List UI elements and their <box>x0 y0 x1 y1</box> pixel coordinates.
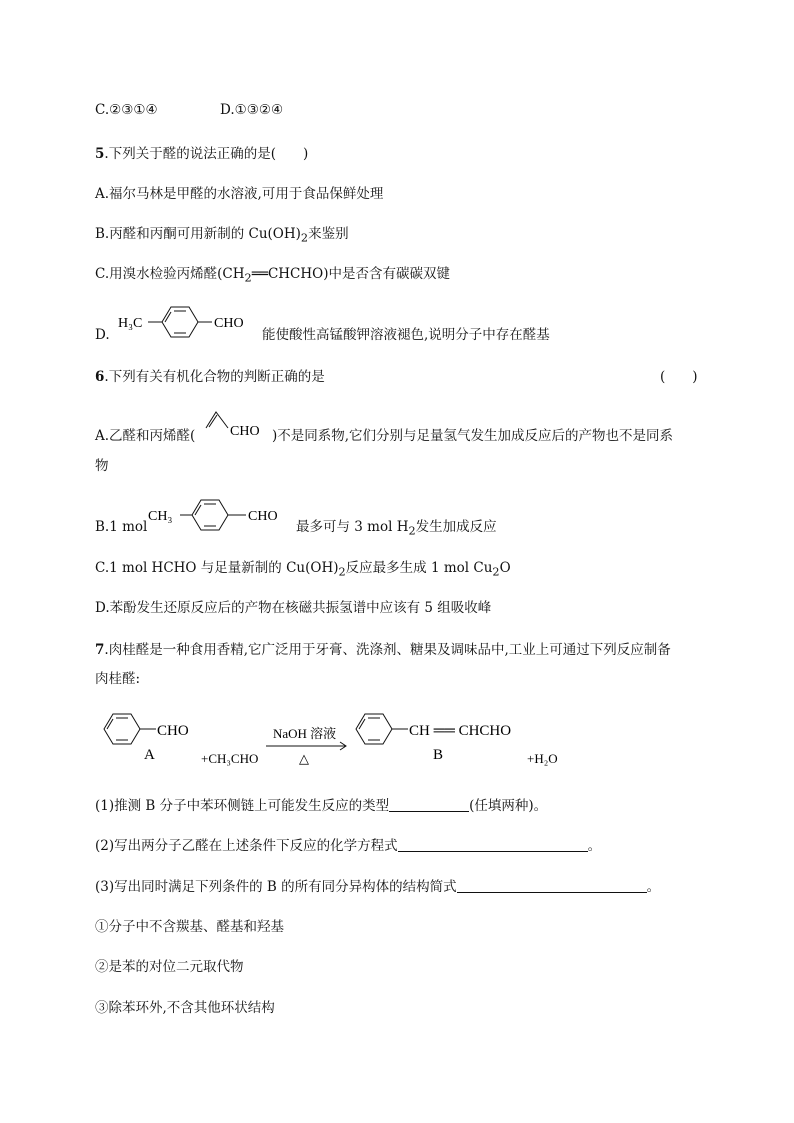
q7-condition-3: ③除苯环外,不含其他环状结构 <box>95 1000 275 1016</box>
q5d-right-group: CHO <box>214 316 244 331</box>
q7-condition-1: ①分子中不含羰基、醛基和羟基 <box>95 919 284 935</box>
q7-condition-2: ②是苯的对位二元取代物 <box>95 959 244 975</box>
q7-stem-cont: 肉桂醛: <box>95 671 141 687</box>
q5-option-d-text: 能使酸性高锰酸钾溶液褪色,说明分子中存在醛基 <box>262 327 550 343</box>
q7-part2 <box>95 837 601 855</box>
structure-q6b <box>148 493 294 541</box>
q5b-text-post: 来鉴别 <box>308 226 349 242</box>
q5-stem <box>95 145 308 163</box>
q7-number: 7 <box>95 642 105 658</box>
q5b-sub: 2 <box>300 231 309 245</box>
q6b-text-post: 发生加成反应 <box>415 519 497 535</box>
q6-option-c <box>95 559 511 582</box>
q6-number: 6 <box>95 369 105 385</box>
q5-stem-text: .下列关于醛的说法正确的是( ) <box>104 146 309 162</box>
reaction-b-group: CH ══ CHCHO <box>409 723 512 739</box>
q5b-text: B.丙醛和丙酮可用新制的 Cu(OH) <box>95 226 301 242</box>
q6-option-a-post: )不是同系物,它们分别与足量氢气发生加成反应后的产物也不是同系 <box>272 428 674 444</box>
q7-2-answer-blank[interactable] <box>398 837 588 852</box>
reaction-reagent: +CH₃CHO <box>201 751 259 766</box>
q5c-text: C.用溴水检验丙烯醛(CH <box>95 266 245 282</box>
q7-3-text: (3)写出同时满足下列条件的 B 的所有同分异构体的结构简式 <box>95 879 457 895</box>
q5-option-d-label: D. <box>95 327 110 343</box>
q5c-text-post: ══CHCHO)中是否含有碳碳双键 <box>251 266 450 282</box>
q5-number: 5 <box>95 146 105 162</box>
q7-1-text-post: (任填两种)。 <box>469 798 548 814</box>
q7-part1 <box>95 797 547 815</box>
q6b-left-group: CH₃ <box>148 509 173 524</box>
reaction-condition-top: NaOH 溶液 <box>273 726 337 741</box>
q5d-left-group: H₃C <box>118 316 143 331</box>
q6-stem-text: .下列有关有机化合物的判断正确的是 <box>104 369 325 385</box>
structure-q5d <box>118 300 258 348</box>
q6c-text-post: O <box>499 560 511 576</box>
q6c-sub: 2 <box>338 565 346 579</box>
reaction-b-label: B <box>433 747 444 763</box>
reaction-byproduct: +H₂O <box>527 751 558 766</box>
q6b-text: 最多可与 3 mol H <box>296 519 409 535</box>
q4-option-d: D.①③②④ <box>220 102 284 118</box>
q6-option-a-cont: 物 <box>95 458 109 474</box>
q5-option-b <box>95 225 349 248</box>
q4-option-c: C.②③①④ <box>95 102 158 118</box>
q7-1-answer-blank[interactable] <box>389 797 469 812</box>
reaction-scheme <box>100 705 580 779</box>
reaction-a-label: A <box>144 747 155 763</box>
q6c-sub2: 2 <box>492 565 500 579</box>
reaction-a-group: CHO <box>157 723 189 739</box>
q7-part3 <box>95 878 660 896</box>
q6a-group: CHO <box>230 424 260 439</box>
q7-3-text-post: 。 <box>646 879 661 895</box>
structure-q6a <box>200 406 272 450</box>
q6b-right-group: CHO <box>248 509 278 524</box>
q7-1-text: (1)推测 B 分子中苯环侧链上可能发生反应的类型 <box>95 798 390 814</box>
q5-option-a: A.福尔马林是甲醛的水溶液,可用于食品保鲜处理 <box>95 186 384 202</box>
reaction-condition-bottom: △ <box>299 751 309 766</box>
q6-option-b-post <box>296 518 497 541</box>
q7-2-text-post: 。 <box>587 838 602 854</box>
q7-stem <box>95 641 671 659</box>
q6-paren: ( ) <box>660 369 698 385</box>
q6c-text: C.1 mol HCHO 与足量新制的 Cu(OH) <box>95 560 339 576</box>
q6-option-d: D.苯酚发生还原反应后的产物在核磁共振氢谱中应该有 5 组吸收峰 <box>95 600 492 616</box>
q7-3-answer-blank[interactable] <box>457 878 647 893</box>
q6-option-b-pre: B.1 mol <box>95 519 148 535</box>
q5-option-c <box>95 265 450 288</box>
q6-option-a-pre: A.乙醛和丙烯醛( <box>95 428 196 444</box>
q6-stem <box>95 368 325 386</box>
q7-2-text: (2)写出两分子乙醛在上述条件下反应的化学方程式 <box>95 838 398 854</box>
q7-stem-text: .肉桂醛是一种食用香精,它广泛用于牙膏、洗涤剂、糖果及调味品中,工业上可通过下列反应制备 <box>104 642 671 658</box>
q6c-text-mid: 反应最多生成 1 mol Cu <box>345 560 493 576</box>
q5c-sub: 2 <box>244 271 252 285</box>
q6b-sub: 2 <box>408 524 416 538</box>
